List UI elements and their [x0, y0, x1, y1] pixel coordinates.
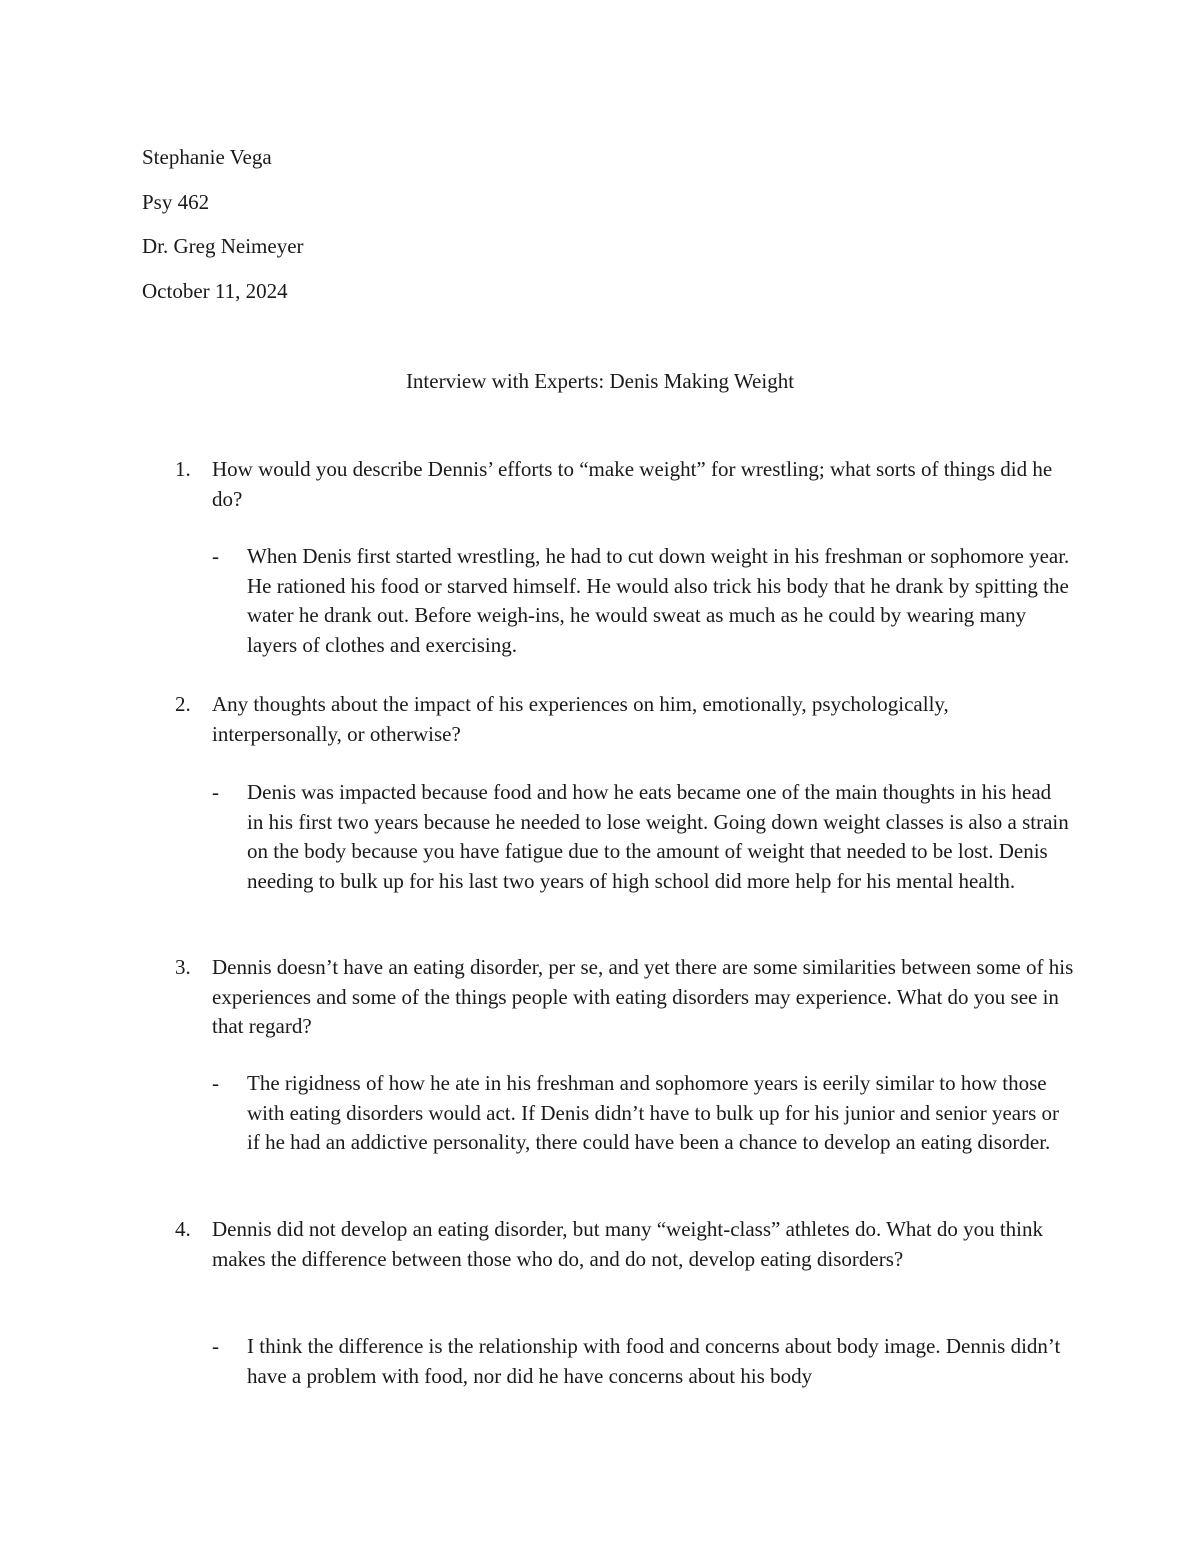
answer-text: The rigidness of how he ate in his freshman and sophomore years is eerily similar to how those with eating disorders would act. If Denis didn’t have to bulk up for his junior and senior years or if he had an addictive personality, there could have been a chance to develop an eating disorder. — [247, 1071, 1060, 1154]
question-text: Dennis doesn’t have an eating disorder, per se, and yet there are some similarities between some of his experiences and some of the things people with eating disorders may experience. What do you see in that regard? — [212, 955, 1074, 1038]
answer-marker: - — [212, 1334, 219, 1358]
answer-text: When Denis first started wrestling, he had to cut down weight in his freshman or sophomore year. He rationed his food or starved himself. He would also trick his body that he drank by spitting the water he drank out. Before weigh-ins, he would sweat as much as he could by wearing many layers of clothes and exercising. — [247, 544, 1070, 657]
question-2 — [175, 690, 1075, 749]
question-number: 3. — [175, 955, 191, 979]
document-date: October 11, 2024 — [142, 279, 288, 303]
instructor-name: Dr. Greg Neimeyer — [142, 234, 304, 258]
question-number: 1. — [175, 457, 191, 481]
answer-marker: - — [212, 1071, 219, 1095]
answer-marker: - — [212, 780, 219, 804]
answer-text: I think the difference is the relationship with food and concerns about body image. Dennis didn’t have a problem with food, nor did he have concerns about his body — [247, 1334, 1061, 1388]
question-number: 4. — [175, 1217, 191, 1241]
answer-3 — [212, 1069, 1072, 1158]
question-3 — [175, 953, 1075, 1042]
answer-4 — [212, 1332, 1072, 1391]
author-name: Stephanie Vega — [142, 145, 272, 169]
answer-1 — [212, 542, 1072, 660]
question-1 — [175, 455, 1075, 514]
question-text: How would you describe Dennis’ efforts to “make weight” for wrestling; what sorts of things did he do? — [212, 457, 1053, 511]
document-title: Interview with Experts: Denis Making Weight — [405, 369, 795, 393]
question-text: Dennis did not develop an eating disorder, but many “weight-class” athletes do. What do you think makes the difference between those who do, and do not, develop eating disorders? — [212, 1217, 1043, 1271]
answer-marker: - — [212, 544, 219, 568]
question-4 — [175, 1215, 1075, 1274]
question-text: Any thoughts about the impact of his experiences on him, emotionally, psychologically, interpersonally, or otherwise? — [212, 692, 949, 746]
answer-2 — [212, 778, 1072, 896]
question-number: 2. — [175, 692, 191, 716]
answer-text: Denis was impacted because food and how he eats became one of the main thoughts in his head in his first two years because he needed to lose weight. Going down weight classes is also a strain on the body because you have fatigue due to the amount of weight that needed to be lost. Denis needing to bulk up for his last two years of high school did more help for his mental health. — [247, 780, 1069, 893]
course-name: Psy 462 — [142, 190, 210, 214]
